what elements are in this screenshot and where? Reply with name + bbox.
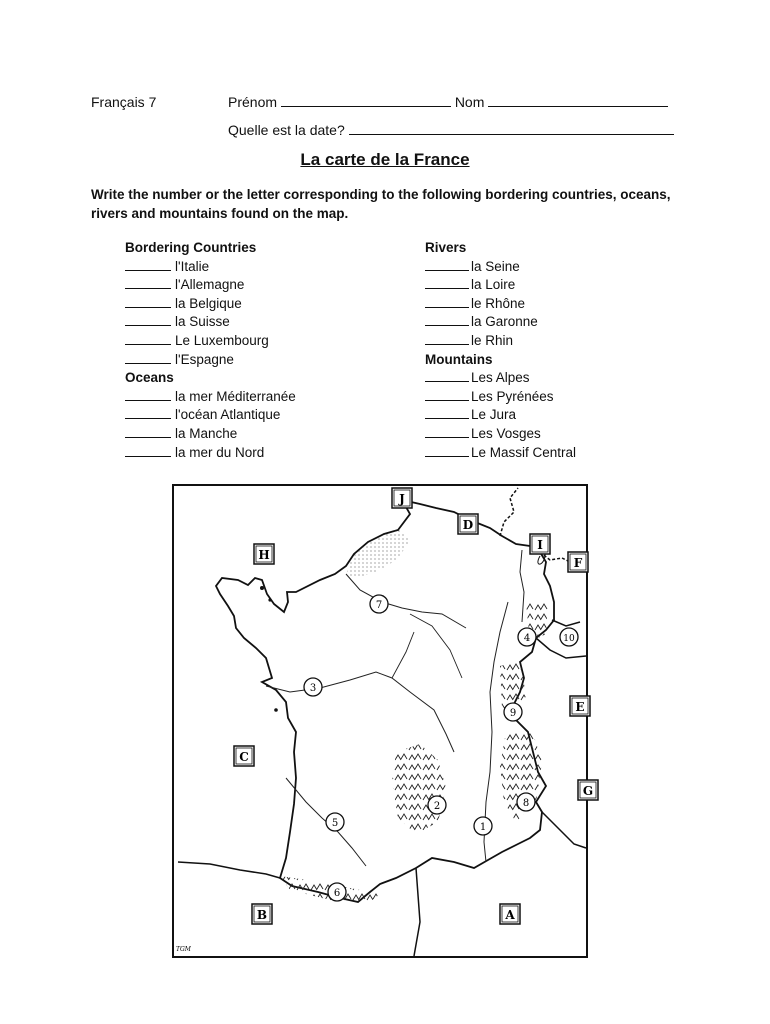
island (260, 586, 264, 590)
answer-blank[interactable] (125, 389, 171, 401)
letter-box (578, 780, 598, 800)
letter-label: H (258, 548, 270, 562)
answer-blank[interactable] (425, 407, 469, 419)
number-marker (517, 793, 535, 811)
letter-label: I (537, 538, 543, 552)
answer-blank[interactable] (425, 296, 469, 308)
page-title: La carte de la France (300, 150, 470, 169)
letter-label: A (505, 908, 515, 922)
answer-blank[interactable] (125, 445, 171, 457)
answer-blank[interactable] (125, 277, 171, 289)
answer-blank[interactable] (125, 426, 171, 438)
first-name-row (228, 93, 668, 111)
answer-blank[interactable] (125, 296, 171, 308)
last-name-field[interactable] (488, 94, 668, 107)
answer-blank[interactable] (425, 314, 469, 326)
answer-blank[interactable] (125, 333, 171, 345)
number-label: 2 (433, 801, 441, 812)
letter-box (458, 514, 478, 534)
list-item: le Rhin (425, 332, 576, 351)
answer-blank[interactable] (425, 370, 469, 382)
number-marker (370, 595, 388, 613)
number-label: 8 (522, 798, 530, 809)
letter-box (252, 904, 272, 924)
number-marker (518, 628, 536, 646)
list-item: le Rhône (425, 295, 576, 314)
answer-blank[interactable] (425, 259, 469, 271)
answer-blank[interactable] (425, 333, 469, 345)
list-item: la Loire (425, 276, 576, 295)
letter-box (234, 746, 254, 766)
island (274, 708, 278, 712)
list-item: la mer du Nord (125, 444, 296, 463)
number-marker (328, 883, 346, 901)
list-item: la Belgique (125, 295, 296, 314)
list-item: l'océan Atlantique (125, 406, 296, 425)
number-marker (428, 796, 446, 814)
letter-label: J (399, 492, 405, 506)
list-item: Le Jura (425, 406, 576, 425)
letter-label: E (575, 700, 585, 714)
list-item: l'Italie (125, 258, 296, 277)
number-label: 5 (331, 818, 339, 829)
letter-box (570, 696, 590, 716)
list-item: la Seine (425, 258, 576, 277)
list-item: la Suisse (125, 313, 296, 332)
date-row (228, 121, 674, 139)
oceans-heading: Oceans (125, 370, 174, 386)
answer-blank[interactable] (125, 407, 171, 419)
list-item: Les Pyrénées (425, 388, 576, 407)
letter-label: D (462, 518, 474, 532)
date-field[interactable] (349, 122, 674, 135)
list-item: l'Allemagne (125, 276, 296, 295)
letter-box (530, 534, 550, 554)
letter-box (568, 552, 588, 572)
number-marker (560, 628, 578, 646)
instructions: Write the number or the letter corresponding to the following bordering countries, oceans, rivers and mountains found on the map. (91, 187, 671, 221)
number-label: 9 (509, 708, 517, 719)
letter-label: G (582, 784, 594, 798)
number-marker (304, 678, 322, 696)
letter-label: B (256, 908, 268, 922)
list-item: la Garonne (425, 313, 576, 332)
date-label: Quelle est la date? (228, 122, 345, 138)
answer-blank[interactable] (425, 389, 469, 401)
list-item: la mer Méditerranée (125, 388, 296, 407)
number-marker (474, 817, 492, 835)
course-label: Français 7 (91, 94, 157, 110)
first-name-field[interactable] (281, 94, 451, 107)
list-item: Le Luxembourg (125, 332, 296, 351)
bordering-countries-heading: Bordering Countries (125, 240, 257, 255)
list-item: Les Vosges (425, 425, 576, 444)
number-label: 7 (375, 600, 383, 611)
right-column (425, 239, 576, 462)
letter-box (500, 904, 520, 924)
answer-blank[interactable] (425, 426, 469, 438)
answer-blank[interactable] (125, 352, 171, 364)
letter-label: F (573, 556, 583, 570)
number-label: 6 (333, 888, 341, 899)
answer-blank[interactable] (425, 277, 469, 289)
list-item: l'Espagne (125, 351, 296, 370)
letter-box (392, 488, 412, 508)
letter-label: C (239, 750, 249, 764)
list-item: Le Massif Central (425, 444, 576, 463)
answer-blank[interactable] (125, 259, 171, 271)
number-label: 4 (523, 633, 531, 644)
france-map (170, 482, 594, 960)
letter-box (254, 544, 274, 564)
left-column (125, 239, 296, 462)
answer-blank[interactable] (425, 445, 469, 457)
mountains-heading: Mountains (425, 351, 493, 367)
number-label: 10 (563, 634, 575, 644)
number-marker (326, 813, 344, 831)
list-item: la Manche (125, 425, 296, 444)
first-name-label: Prénom (228, 94, 278, 110)
answer-blank[interactable] (125, 314, 171, 326)
last-name-label: Nom (454, 94, 485, 110)
map-signature: TGM (176, 946, 191, 953)
number-label: 3 (309, 683, 317, 694)
number-marker (504, 703, 522, 721)
rivers-heading: Rivers (425, 240, 467, 255)
number-label: 1 (479, 822, 487, 833)
list-item: Les Alpes (425, 369, 576, 388)
island (268, 598, 271, 601)
